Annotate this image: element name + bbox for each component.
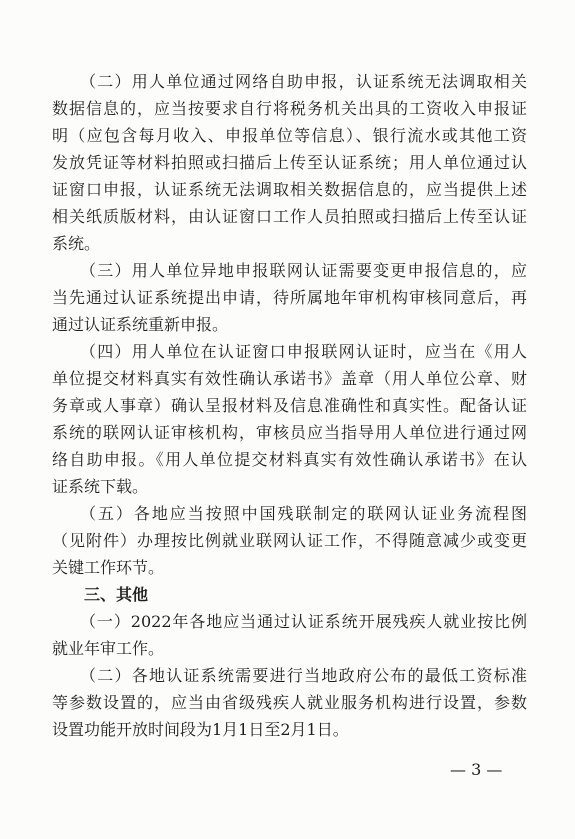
paragraph-line: 务章或人事章）确认呈报材料及信息准确性和真实性。配备认证 — [52, 396, 527, 415]
page-number: — 3 — — [450, 760, 503, 779]
paragraph-line: （见附件）办理按比例就业联网认证工作，不得随意减少或变更 — [52, 531, 527, 550]
paragraph-line: （二）用人单位通过网络自助申报，认证系统无法调取相关 — [80, 72, 527, 91]
paragraph-line: （三）用人单位异地申报联网认证需要变更申报信息的，应 — [80, 261, 527, 280]
paragraph-line: 系统。 — [52, 234, 101, 253]
paragraph-line: 等参数设置的，应当由省级残疾人就业服务机构进行设置，参数 — [52, 693, 527, 712]
paragraph-line: 络自助申报。《用人单位提交材料真实有效性确认承诺书》在认 — [52, 450, 527, 469]
paragraph-line: 相关纸质版材料，由认证窗口工作人员拍照或扫描后上传至认证 — [52, 207, 527, 226]
paragraph-line: 设置功能开放时间段为1月1日至2月1日。 — [52, 720, 349, 739]
document-body — [52, 68, 527, 743]
paragraph-item-2 — [52, 68, 527, 257]
paragraph-line: 明（应包含每月收入、申报单位等信息）、银行流水或其他工资 — [52, 126, 527, 145]
paragraph-line: 数据信息的，应当按要求自行将税务机关出具的工资收入申报证 — [52, 99, 527, 118]
paragraph-line: （五）各地应当按照中国残联制定的联网认证业务流程图 — [80, 504, 527, 523]
paragraph-line: （二）各地认证系统需要进行当地政府公布的最低工资标准 — [80, 666, 527, 685]
paragraph-line: 当先通过认证系统提出申请，待所属地年审机构审核同意后，再 — [52, 288, 527, 307]
paragraph-line: 发放凭证等材料拍照或扫描后上传至认证系统；用人单位通过认 — [52, 153, 527, 172]
section-heading: 三、其他 — [84, 585, 149, 604]
paragraph-line: 就业年审工作。 — [52, 639, 165, 658]
paragraph-line: 关键工作环节。 — [52, 558, 165, 577]
paragraph-line: 证系统下载。 — [52, 477, 149, 496]
paragraph-line: 证窗口申报，认证系统无法调取相关数据信息的，应当提供上述 — [52, 180, 527, 199]
section-paragraph-1 — [52, 608, 527, 662]
paragraph-line: （四）用人单位在认证窗口申报联网认证时，应当在《用人 — [80, 342, 527, 361]
paragraph-line: 系统的联网认证审核机构，审核员应当指导用人单位进行通过网 — [52, 423, 527, 442]
section-paragraph-2 — [52, 662, 527, 743]
paragraph-item-4 — [52, 338, 527, 500]
paragraph-line: 单位提交材料真实有效性确认承诺书》盖章（用人单位公章、财 — [52, 369, 527, 388]
paragraph-item-5 — [52, 500, 527, 581]
paragraph-line: （一）2022年各地应当通过认证系统开展残疾人就业按比例 — [80, 612, 527, 631]
paragraph-item-3 — [52, 257, 527, 338]
paragraph-line: 通过认证系统重新申报。 — [52, 315, 229, 334]
